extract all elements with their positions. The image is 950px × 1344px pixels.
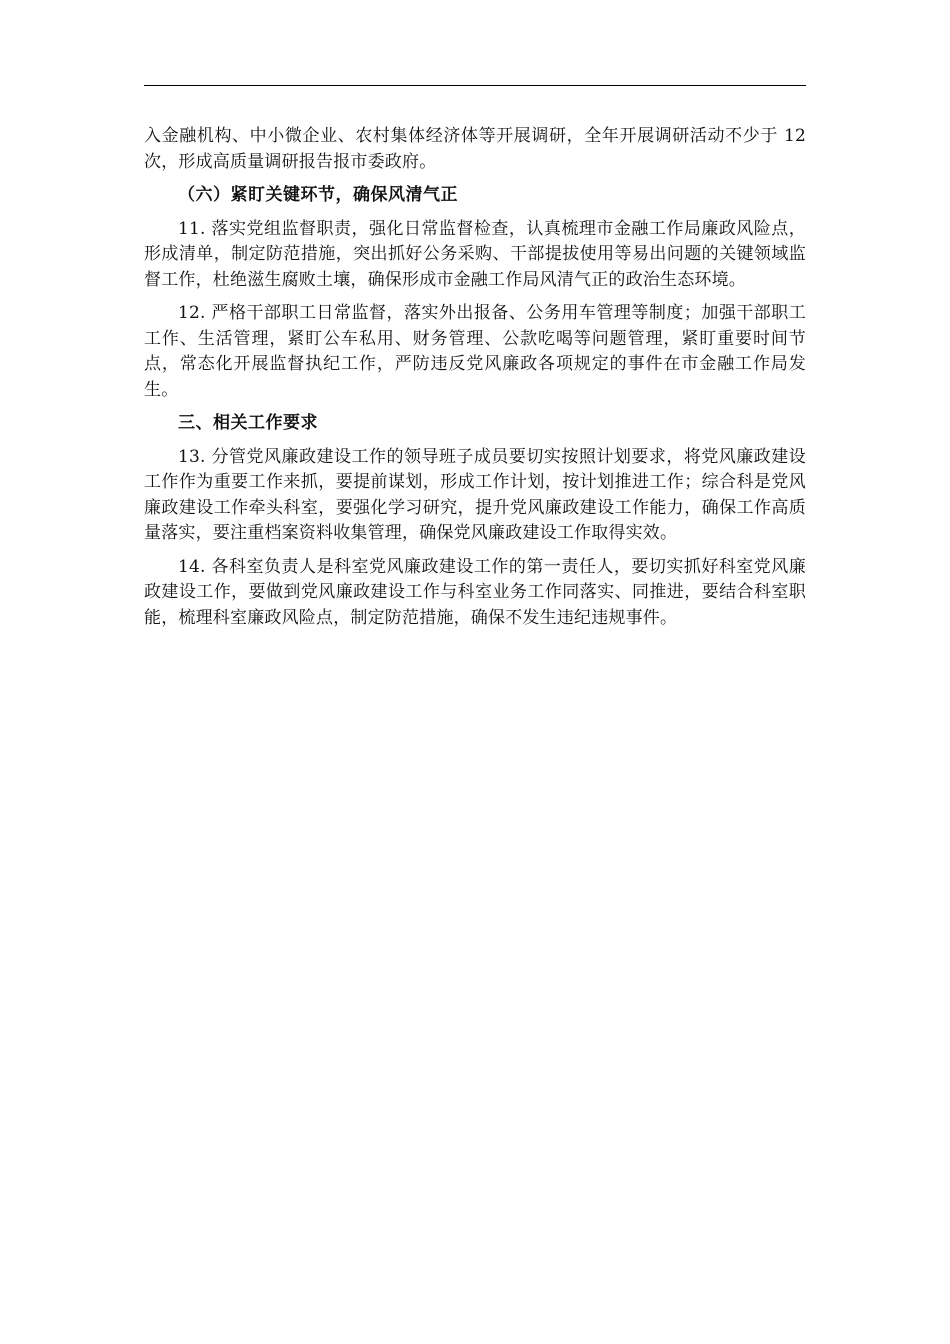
- paragraph-item-14: 14. 各科室负责人是科室党风廉政建设工作的第一责任人，要切实抓好科室党风廉政建设工作，要做到党风廉政建设工作与科室业务工作同落实、同推进，要结合科室职能，梳理科室廉政风险点，制定防范措施，确保不发生违纪违规事件。: [144, 556, 806, 628]
- paragraph-continuation: 入金融机构、中小微企业、农村集体经济体等开展调研，全年开展调研活动不少于 12 次，形成高质量调研报告报市委政府。: [144, 126, 806, 172]
- header-rule: [144, 85, 806, 86]
- paragraph-item-13: 13. 分管党风廉政建设工作的领导班子成员要切实按照计划要求，将党风廉政建设工作作为重要工作来抓，要提前谋划，形成工作计划，按计划推进工作；综合科是党风廉政建设工作牵头科室，要强化学习研究，提升党风廉政建设工作能力，确保工作高质量落实，要注重档案资料收集管理，确保党风廉政建设工作取得实效。: [144, 446, 806, 543]
- section-heading-3: 三、相关工作要求: [178, 413, 318, 433]
- paragraph-item-12: 12. 严格干部职工日常监督，落实外出报备、公务用车管理等制度；加强干部职工工作、生活管理，紧盯公车私用、财务管理、公款吃喝等问题管理，紧盯重要时间节点，常态化开展监督执纪工作，严防违反党风廉政各项规定的事件在市金融工作局发生。: [144, 303, 806, 400]
- paragraph-item-11: 11. 落实党组监督职责，强化日常监督检查，认真梳理市金融工作局廉政风险点，形成清单，制定防范措施，突出抓好公务采购、干部提拔使用等易出问题的关键领域监督工作，杜绝滋生腐败土壤，确保形成市金融工作局风清气正的政治生态环境。: [144, 218, 806, 290]
- document-body: [144, 124, 806, 631]
- section-heading-6: （六）紧盯关键环节，确保风清气正: [178, 185, 458, 205]
